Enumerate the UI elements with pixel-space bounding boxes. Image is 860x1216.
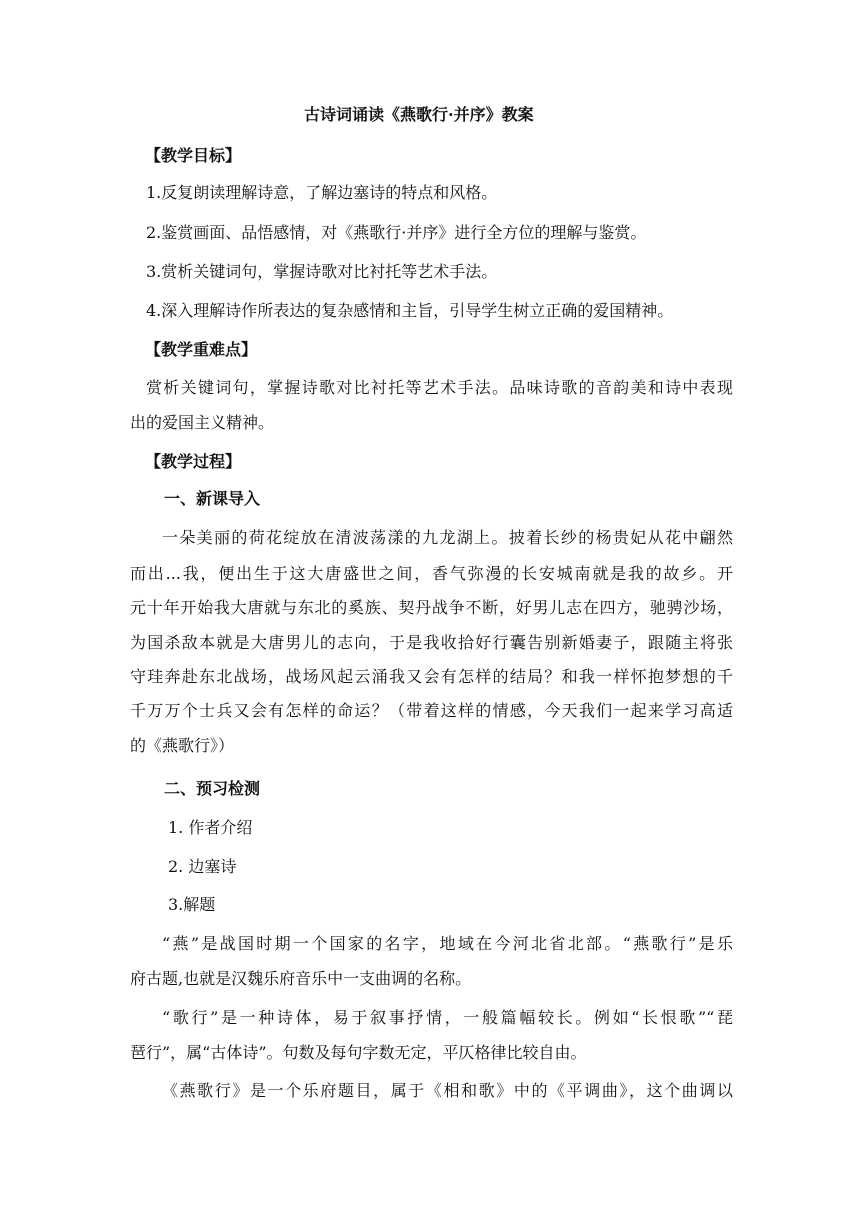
key-points-line-1: 赏析关键词句，掌握诗歌对比衬托等艺术手法。品味诗歌的音韵美和诗中表现 [146,378,733,397]
goal-item-4: 4.深入理解诗作所表达的复杂感情和主旨，引导学生树立正确的爱国精神。 [146,301,674,320]
goal-item-1: 1.反复朗读理解诗意，了解边塞诗的特点和风格。 [146,183,498,202]
key-points-heading: 【教学重难点】 [145,340,258,359]
part2-para2-line-1: “歌行”是一种诗体，易于叙事抒情，一般篇幅较长。例如“长恨歌”“琵 [162,1008,733,1027]
key-points-line-2: 出的爱国主义精神。 [130,413,275,432]
part2-heading: 二、预习检测 [164,779,261,798]
part2-para2-line-2: 琶行”，属“古体诗”。句数及每句字数无定，平仄格律比较自由。 [130,1043,587,1062]
part2-para1-line-1: “燕”是战国时期一个国家的名字，地域在今河北省北部。“燕歌行”是乐 [162,934,733,953]
part1-line-2: 而出...我，便出生于这大唐盛世之间，香气弥漫的长安城南就是我的故乡。开 [130,564,733,583]
part2-item-1: 1. 作者介绍 [168,818,253,837]
part2-item-3: 3.解题 [168,895,216,914]
part2-item-2: 2. 边塞诗 [168,857,237,876]
part1-heading: 一、新课导入 [164,489,261,508]
part2-para3-line-1: 《燕歌行》是一个乐府题目，属于《相和歌》中的《平调曲》，这个曲调以 [162,1081,733,1100]
goal-item-2: 2.鉴赏画面、品悟感情，对《燕歌行·并序》进行全方位的理解与鉴赏。 [146,223,647,242]
part1-line-6: 千万万个士兵又会有怎样的命运？（带着这样的情感，今天我们一起来学习高适 [130,701,733,720]
part1-line-3: 元十年开始我大唐就与东北的奚族、契丹战争不断，好男儿志在四方，驰骋沙场， [130,598,733,617]
part1-line-7: 的《燕歌行》） [130,736,235,755]
process-heading: 【教学过程】 [145,452,242,471]
goals-heading: 【教学目标】 [145,146,242,165]
document-title: 古诗词诵读《燕歌行·并序》教案 [304,105,534,124]
part1-line-5: 守珪奔赴东北战场，战场风起云涌我又会有怎样的结局？和我一样怀抱梦想的千 [130,667,733,686]
goal-item-3: 3.赏析关键词句，掌握诗歌对比衬托等艺术手法。 [146,262,498,281]
part1-line-1: 一朵美丽的荷花绽放在清波荡漾的九龙湖上。披着长纱的杨贵妃从花中翩然 [162,528,733,547]
part1-line-4: 为国杀敌本就是大唐男儿的志向，于是我收拾好行囊告别新婚妻子，跟随主将张 [130,633,733,652]
part2-para1-line-2: 府古题,也就是汉魏乐府音乐中一支曲调的名称。 [130,969,472,988]
